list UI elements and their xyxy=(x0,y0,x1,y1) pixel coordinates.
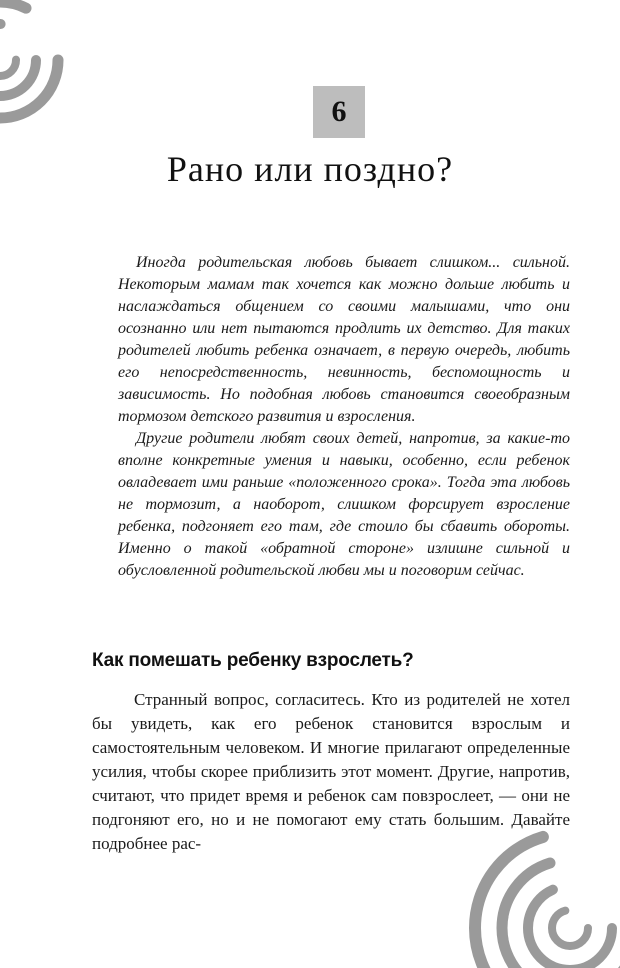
section-heading: Как помешать ребенку взрослеть? xyxy=(92,650,414,671)
spiral-ornament-top-left xyxy=(0,0,70,150)
intro-epigraph xyxy=(118,252,570,582)
chapter-number: 6 xyxy=(313,86,365,138)
intro-paragraph: Другие родители любят своих детей, напротив, за какие-то вполне конкретные умения и навыки, особенно, если ребенок овладевает ими раньше «положенного срока». Тогда эта любовь не тормозит, а наоборот, слишком форсирует взросление ребенка, подгоняет его там, где стоило бы сбавить обороты. Именно о такой «обратной стороне» излишне сильной и обусловленной родительской любви мы и поговорим сейчас. xyxy=(118,430,570,579)
intro-paragraph: Иногда родительская любовь бывает слишком... сильной. Некоторым мамам так хочется как можно дольше любить и наслаждаться общением со своими малышами, что они осознанно или нет пытаются продлить их детство. Для таких родителей любить ребенка означает, в первую очередь, любить его непосредственность, невинность, беспомощность и зависимость. Но подобная любовь становится своеобразным тормозом детского развития и взросления. xyxy=(118,254,570,425)
section-body: Странный вопрос, согласитесь. Кто из родителей не хотел бы увидеть, как его ребенок становится взрослым и самостоятельным человеком. И многие прилагают определенные усилия, чтобы скорее приблизить этот момент. Другие, напротив, считают, что придет время и ребенок сам повзрослеет, — они не подгоняют его, но и не помогают ему стать большим. Давайте подробнее рас- xyxy=(92,690,570,853)
chapter-title: Рано или поздно? xyxy=(166,149,454,189)
